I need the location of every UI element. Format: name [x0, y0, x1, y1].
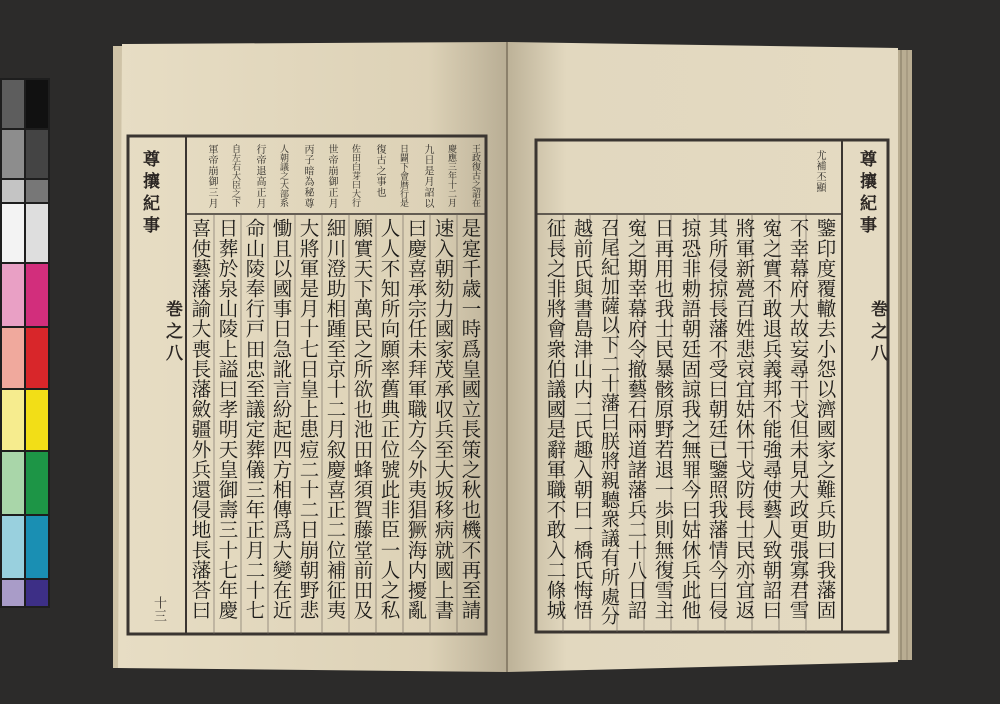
right-text-column: 掠恐非勅語朝廷固諒我之無罪今曰姑休兵此他	[678, 218, 702, 620]
left-headnote-line: 世帝崩御正月	[326, 144, 337, 209]
left-text-column: 命山陵奉行戸田忠至議定葬儀三年正月二十七	[242, 218, 266, 620]
left-headnote-line: 人朝議之大部系	[278, 144, 288, 207]
left-headnote-line: 九日是月詔以	[422, 144, 433, 209]
folio-number: 十三	[151, 596, 166, 622]
left-headnote-line: 佐田白芽曰大行	[350, 144, 360, 207]
right-page	[508, 42, 898, 672]
left-headnote-line: 自左右大臣之下	[230, 144, 240, 207]
left-text-column: 細川澄助相踵至京十二月叙慶喜正二位補征夷	[323, 218, 347, 620]
left-text-column: 喜使藝藩諭大喪長藩斂疆外兵還侵地長藩荅曰	[188, 218, 212, 620]
right-book-title: 尊攘紀事	[856, 150, 876, 238]
right-text-column: 將軍新甍百姓悲哀宜姑休干戈防長士民亦宜返	[732, 218, 756, 620]
left-text-column: 人人不知所向願率舊典正位號此非臣一人之私	[377, 218, 401, 620]
left-headnote-line: 丙子暗為秘尊	[302, 144, 313, 209]
left-headnote-line: 王政復古之詔在	[470, 144, 480, 207]
left-text-column: 慟且以國事日急訛言紛起四方相傳爲大變在近	[269, 218, 293, 620]
left-text-column: 是寔千歳一時爲皇國立長策之秋也機不再至請	[458, 218, 482, 620]
left-volume-label: 巻之八	[162, 300, 182, 366]
left-headnote-line: 日闢下會暦行是	[398, 144, 408, 207]
left-headnote-line: 復古之事也	[374, 144, 385, 198]
left-text-column: 願實天下萬民之所欲也池田蜂須賀藤堂前田及	[350, 218, 374, 620]
right-text-column: 征長之非將會衆伯議國是辭軍職不敢入二條城	[543, 218, 567, 620]
right-text-column: 寃之期幸幕府令撤藝石兩道諸藩兵二十八日詔	[624, 218, 648, 620]
right-headnote: 尤補丕顯	[814, 150, 825, 194]
left-book-title: 尊攘紀事	[139, 150, 159, 238]
right-text-column: 其所侵掠長藩不受曰朝廷已鑒照我藩情今曰侵	[705, 218, 729, 620]
left-headnote-line: 慶應三年十二月	[446, 144, 456, 207]
right-text-column: 不幸幕府大故妄尋干戈但未見大政更張寡君雪	[786, 218, 810, 620]
left-text-column: 速入朝劾力國家茂承収兵至大坂移病就國上書	[431, 218, 455, 620]
right-text-column: 日再用也我士民暴骸原野若退一歩則無復雪主	[651, 218, 675, 620]
right-text-column: 鑒印度覆轍去小怨以濟國家之難兵助曰我藩固	[813, 218, 837, 620]
right-text-column: 召尾紀加薩以下二十藩曰朕將親聽衆議有所處分	[598, 218, 620, 626]
color-calibration-strip	[0, 78, 50, 608]
left-headnote-line: 軍帝崩御三月	[206, 144, 217, 209]
right-text-column: 越前氏與書島津山内二氏趣入朝曰一橋氏悔悟	[570, 218, 594, 620]
left-text-column: 曰慶喜承宗任未拜軍職方今外夷猖獗海内擾亂	[404, 218, 428, 620]
left-text-column: 日葬於泉山陵上謚曰孝明天皇御壽三十七年慶	[215, 218, 239, 620]
right-text-column: 寃之實不敢退兵義邦不能強尋使藝人致朝詔曰	[759, 218, 783, 620]
left-headnote-line: 行帝退高正月	[254, 144, 265, 209]
right-volume-label: 巻之八	[867, 300, 887, 366]
left-text-column: 大將軍是月十七日皇上患痘二十二日崩朝野悲	[296, 218, 320, 620]
